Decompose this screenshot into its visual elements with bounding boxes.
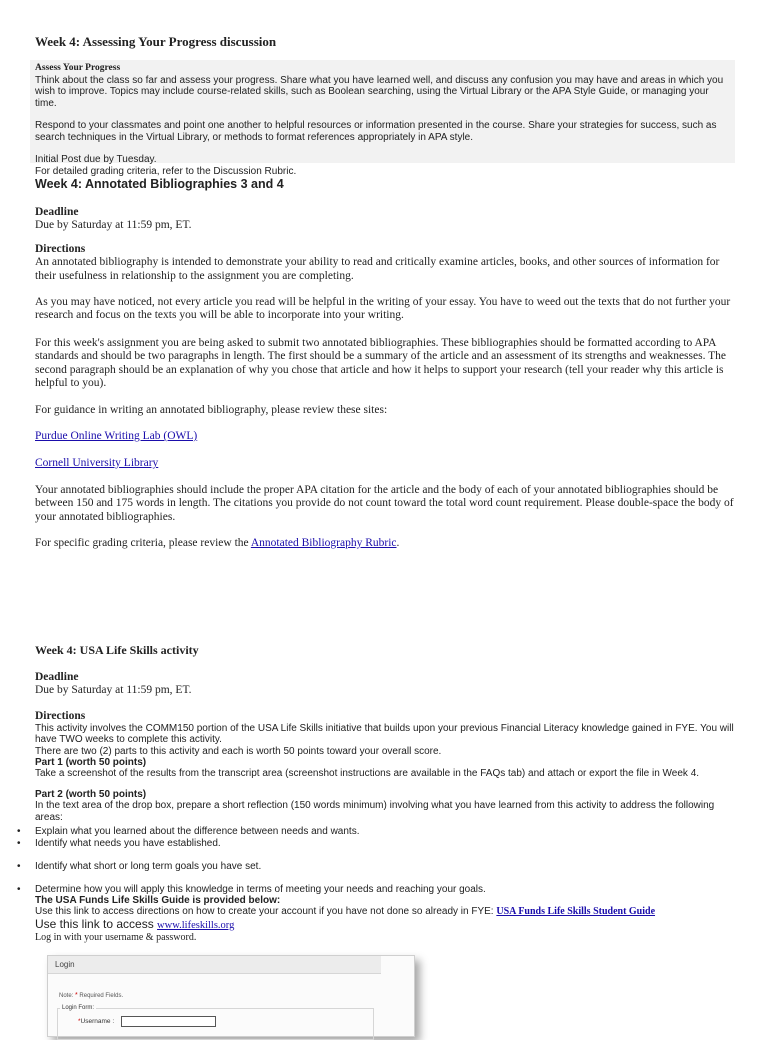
part2-label: Part 2 (worth 50 points) — [35, 789, 147, 800]
guide-label: The USA Funds Life Skills Guide is provided below: — [35, 895, 281, 906]
assess-paragraph-1: Think about the class so far and assess your progress. Share what you have learned well, and discuss any confusion you may have and areas in which you wish to improve. Topics may include course-related skills, such as Boolean searching, using the Virtual Library or the APA Style Guide, or managing your time. — [35, 74, 724, 109]
rubric-suffix: . — [396, 537, 400, 549]
directions-label: Directions — [35, 243, 86, 255]
assess-progress-box — [30, 60, 735, 177]
ls-direction-2: There are two (2) parts to this activity and each is worth 50 points toward your overall score. — [35, 745, 442, 757]
login-note: Note: * Required Fields. — [59, 992, 124, 999]
ls-deadline-text: Due by Saturday at 11:59 pm, ET. — [35, 684, 192, 697]
access-text: Use this link to access — [35, 917, 158, 931]
username-input — [121, 1016, 216, 1027]
ls-part2 — [35, 789, 735, 823]
annotated-paragraph-6 — [35, 537, 735, 550]
required-star-icon: * — [75, 992, 78, 999]
annotated-heading: Week 4: Annotated Bibliographies 3 and 4 — [35, 177, 284, 191]
lifeskills-link[interactable]: www.lifeskills.org — [157, 920, 235, 931]
owl-link-row — [35, 430, 735, 443]
ls-deadline-label: Deadline — [35, 671, 79, 683]
assess-paragraph-2: Respond to your classmates and point one another to helpful resources or information presented in the course. Share your strategies for success, such as search techniques in the Virtual Library, or methods to format references appropriately in APA style. — [35, 120, 717, 143]
bullet-icon: • — [17, 884, 21, 895]
lifeskills-deadline — [35, 671, 735, 698]
part1-label: Part 1 (worth 50 points) — [35, 756, 147, 768]
annotated-paragraph-4: For guidance in writing an annotated bibliography, please review these sites: — [35, 404, 388, 416]
ls-directions-body — [35, 723, 735, 779]
lifeskills-heading: Week 4: USA Life Skills activity — [35, 643, 199, 657]
deadline-text: Due by Saturday at 11:59 pm, ET. — [35, 219, 192, 232]
part2-text: In the text area of the drop box, prepare a short reflection (150 words minimum) involving what you have learned from this activity to address the following areas: — [35, 800, 715, 823]
deadline-label: Deadline — [35, 206, 79, 218]
cornell-link[interactable]: Cornell University Library — [35, 457, 159, 469]
assess-rubric-text: For detailed grading criteria, refer to the Discussion Rubric. — [35, 165, 297, 177]
discussion-heading: Week 4: Assessing Your Progress discussion — [35, 34, 277, 49]
annotated-paragraph-1: An annotated bibliography is intended to demonstrate your ability to read and critically examine articles, books, and other sources of information for their usefulness in relationship to the assignment you are completing. — [35, 256, 720, 282]
assess-box-label: Assess Your Progress — [35, 63, 121, 73]
bullet-icon: • — [17, 838, 21, 849]
ls-directions-label: Directions — [35, 710, 86, 722]
login-screenshot-image — [47, 955, 415, 1037]
login-header: Login — [48, 956, 381, 974]
username-label: *Username : — [78, 1018, 115, 1025]
annotated-paragraph-5: Your annotated bibliographies should include the proper APA citation for the article and the body of each of your annotated bibliographies should be between 150 and 175 words in length. The citations you provide do not count toward the total word count requirement. Please double-space the body of your annotated bibliographies. — [35, 484, 734, 523]
access-row — [35, 917, 735, 933]
annotated-paragraph-2: As you may have noticed, not every article you read will be helpful in the writing of your essay. You have to weed out the texts that do not further your research and focus on the texts you will be able to incorporate into your writing. — [35, 296, 731, 322]
part1-text: Take a screenshot of the results from the transcript area (screenshot instructions are available in the FAQs tab) and attach or export the file in Week 4. — [35, 768, 700, 780]
assess-due-text: Initial Post due by Tuesday. — [35, 154, 157, 165]
bullet-icon: • — [17, 826, 21, 837]
annotated-deadline — [35, 206, 735, 233]
owl-link[interactable]: Purdue Online Writing Lab (OWL) — [35, 430, 198, 442]
guide-text: Use this link to access directions on how to create your account if you have not done so already in FYE: — [35, 906, 497, 918]
student-guide-link[interactable]: USA Funds Life Skills Student Guide — [496, 906, 656, 918]
rubric-link[interactable]: Annotated Bibliography Rubric — [250, 537, 397, 549]
rubric-prefix: For specific grading criteria, please review the — [35, 537, 251, 549]
annotated-paragraph-3: For this week's assignment you are being asked to submit two annotated bibliographies. These bibliographies should be formatted according to APA standards and should be two paragraphs in length. The first should be a summary of the article and an assessment of its strengths and weaknesses. The second paragraph should be an explanation of why you chose that article and how it helps to support your research (tell your reader why this article is helpful to you). — [35, 337, 727, 389]
guide-section — [35, 895, 735, 918]
login-instruction: Log in with your username & password. — [35, 932, 197, 943]
ls-direction-1: This activity involves the COMM150 portion of the USA Life Skills initiative that builds upon your previous Financial Literacy knowledge gained in FYE. You will have TWO weeks to complete this activity. — [35, 723, 734, 746]
annotated-directions — [35, 243, 735, 283]
ls-directions-label-row — [35, 710, 735, 723]
required-star-icon: * — [78, 1018, 81, 1025]
bullet-icon: • — [17, 861, 21, 872]
login-form-title: Login Form: — [62, 1005, 95, 1011]
cornell-link-row — [35, 457, 735, 470]
